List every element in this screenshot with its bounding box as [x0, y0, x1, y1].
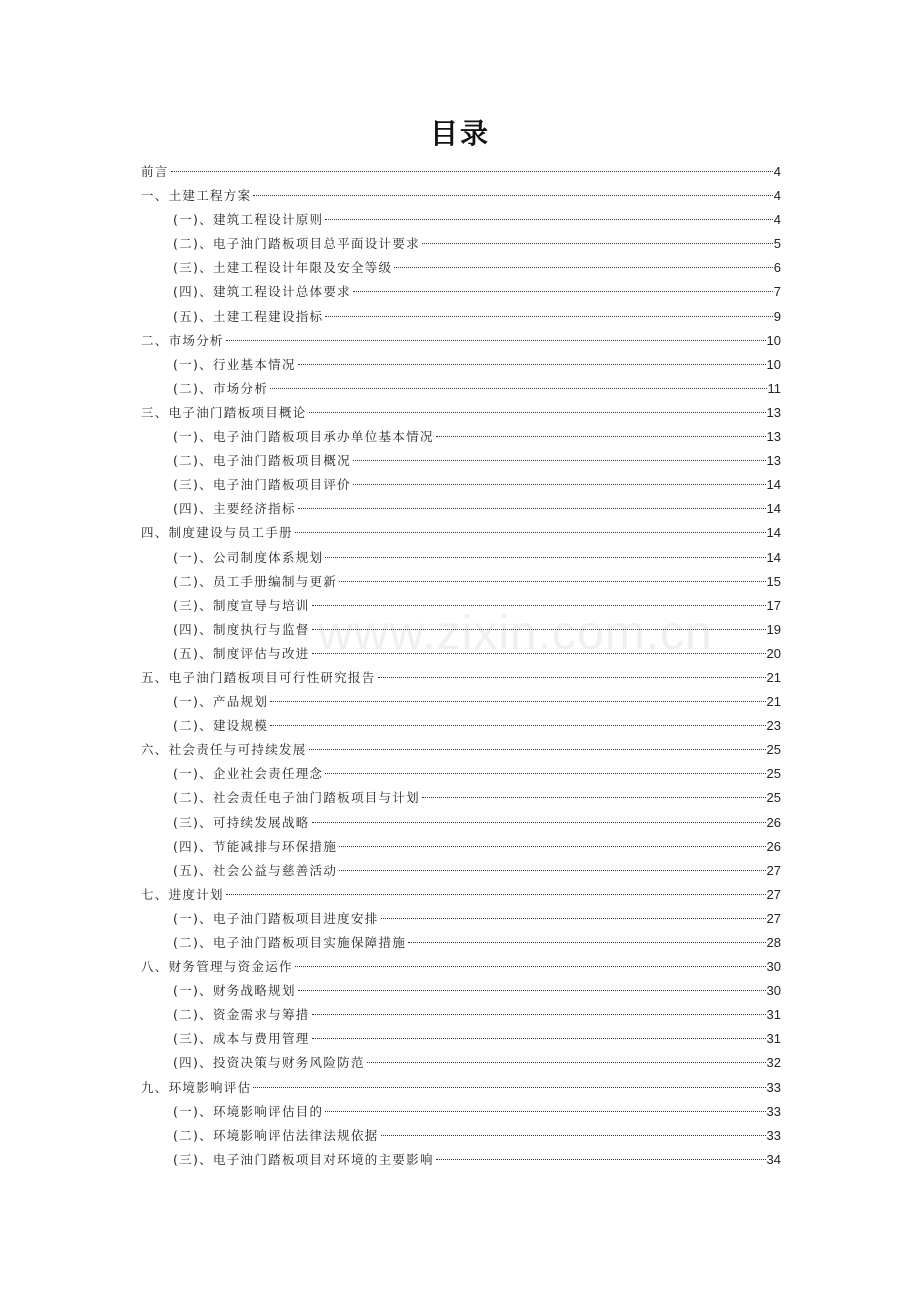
dot-leader [309, 749, 766, 750]
dot-leader [298, 364, 766, 365]
toc-subentry[interactable] [141, 714, 781, 738]
toc-page-number: 4 [773, 212, 781, 228]
toc-page-number: 27 [766, 862, 781, 878]
toc-page-number: 33 [766, 1079, 781, 1095]
toc-page-number: 27 [766, 886, 781, 902]
dot-leader [312, 629, 766, 630]
dot-leader [353, 291, 773, 292]
toc-page-number: 14 [766, 501, 781, 517]
toc-entry-label: (四)、建筑工程设计总体要求 [173, 284, 351, 300]
toc-subentry[interactable] [141, 931, 781, 955]
toc-entry-label: (二)、资金需求与筹措 [173, 1007, 310, 1023]
toc-subentry[interactable] [141, 618, 781, 642]
toc-entry[interactable] [141, 1076, 781, 1100]
toc-entry-label: (一)、企业社会责任理念 [173, 766, 324, 782]
toc-entry-label: (一)、电子油门踏板项目承办单位基本情况 [173, 429, 434, 445]
dot-leader [253, 195, 772, 196]
toc-subentry[interactable] [141, 256, 781, 280]
toc-entry-label: 六、社会责任与可持续发展 [141, 742, 307, 758]
toc-entry-label: (二)、电子油门踏板项目概况 [173, 453, 351, 469]
dot-leader [408, 942, 765, 943]
toc-entry-label: (三)、电子油门踏板项目对环境的主要影响 [173, 1151, 434, 1167]
dot-leader [422, 243, 773, 244]
dot-leader [325, 1111, 765, 1112]
toc-page-number: 7 [773, 284, 781, 300]
dot-leader [226, 340, 766, 341]
toc-page-number: 23 [766, 718, 781, 734]
dot-leader [298, 508, 766, 509]
toc-subentry[interactable] [141, 280, 781, 304]
dot-leader [381, 918, 766, 919]
toc-subentry[interactable] [141, 859, 781, 883]
toc-entry-label: (三)、制度宣导与培训 [173, 597, 310, 613]
toc-subentry[interactable] [141, 979, 781, 1003]
toc-entry[interactable] [141, 184, 781, 208]
toc-entry-label: (二)、环境影响评估法律法规依据 [173, 1127, 379, 1143]
toc-entry-label: 九、环境影响评估 [141, 1079, 252, 1095]
toc-page-number: 20 [766, 645, 781, 661]
toc-page-number: 31 [766, 1007, 781, 1023]
toc-entry-label: (一)、公司制度体系规划 [173, 549, 324, 565]
toc-subentry[interactable] [141, 1027, 781, 1051]
toc-entry-label: (五)、制度评估与改进 [173, 645, 310, 661]
toc-entry-label: (一)、电子油门踏板项目进度安排 [173, 910, 379, 926]
toc-subentry[interactable] [141, 1124, 781, 1148]
toc-entry[interactable] [141, 738, 781, 762]
toc-page-number: 26 [766, 838, 781, 854]
toc-subentry[interactable] [141, 305, 781, 329]
toc-subentry[interactable] [141, 449, 781, 473]
toc-page-number: 33 [766, 1127, 781, 1143]
toc-subentry[interactable] [141, 1148, 781, 1172]
toc-entry-label: (二)、电子油门踏板项目实施保障措施 [173, 935, 407, 950]
dot-leader [270, 388, 766, 389]
dot-leader [295, 966, 766, 967]
dot-leader [367, 1062, 766, 1063]
toc-page-number: 31 [766, 1031, 781, 1047]
dot-leader [171, 171, 773, 172]
toc-page-number: 30 [766, 983, 781, 999]
toc-page-number: 14 [766, 477, 781, 493]
dot-leader [339, 870, 765, 871]
toc-entry-label: (一)、建筑工程设计原则 [173, 212, 324, 228]
table-of-contents [141, 160, 781, 1172]
toc-subentry[interactable] [141, 1100, 781, 1124]
toc-entry[interactable] [141, 955, 781, 979]
toc-subentry[interactable] [141, 690, 781, 714]
toc-entry-label: 七、进度计划 [141, 886, 224, 902]
toc-entry-label: 八、财务管理与资金运作 [141, 959, 293, 975]
toc-subentry[interactable] [141, 811, 781, 835]
toc-subentry[interactable] [141, 546, 781, 570]
toc-entry[interactable] [141, 521, 781, 545]
toc-page-number: 30 [766, 959, 781, 975]
toc-entry[interactable] [141, 666, 781, 690]
dot-leader [436, 1159, 766, 1160]
toc-entry-label: 二、市场分析 [141, 332, 224, 348]
toc-page-number: 14 [766, 525, 781, 541]
toc-subentry[interactable] [141, 497, 781, 521]
toc-page-number: 10 [766, 332, 781, 348]
toc-entry-label: 五、电子油门踏板项目可行性研究报告 [141, 669, 376, 685]
toc-entry[interactable] [141, 883, 781, 907]
toc-page-number: 32 [766, 1055, 781, 1071]
toc-entry-label: (二)、市场分析 [173, 380, 269, 396]
dot-leader [325, 316, 772, 317]
toc-page-number: 13 [766, 404, 781, 420]
dot-leader [270, 701, 765, 702]
toc-entry-label: (四)、制度执行与监督 [173, 621, 310, 637]
toc-entry-label: (三)、可持续发展战略 [173, 814, 310, 830]
toc-page-number: 15 [766, 573, 781, 589]
toc-page-number: 21 [766, 694, 781, 710]
dot-leader [298, 990, 766, 991]
toc-entry-label: (二)、社会责任电子油门踏板项目与计划 [173, 790, 420, 806]
toc-subentry[interactable] [141, 473, 781, 497]
dot-leader [312, 1014, 766, 1015]
dot-leader [312, 822, 766, 823]
toc-entry-label: (四)、主要经济指标 [173, 501, 296, 517]
toc-entry[interactable] [141, 401, 781, 425]
toc-entry-label: (一)、产品规划 [173, 694, 269, 710]
dot-leader [436, 436, 766, 437]
toc-subentry[interactable] [141, 377, 781, 401]
toc-subentry[interactable] [141, 786, 781, 810]
dot-leader [309, 412, 766, 413]
toc-entry-label: 一、土建工程方案 [141, 188, 252, 204]
toc-subentry[interactable] [141, 232, 781, 256]
dot-leader [339, 581, 765, 582]
dot-leader [353, 484, 766, 485]
toc-entry[interactable] [141, 329, 781, 353]
dot-leader [339, 846, 765, 847]
page-title: 目录 [429, 117, 490, 150]
toc-entry-label: (二)、电子油门踏板项目总平面设计要求 [173, 236, 420, 252]
toc-entry-label: (三)、电子油门踏板项目评价 [173, 477, 351, 493]
toc-subentry[interactable] [141, 642, 781, 666]
toc-entry-label: (四)、节能减排与环保措施 [173, 838, 338, 854]
toc-entry-label: 前言 [141, 164, 169, 179]
dot-leader [312, 1038, 766, 1039]
toc-subentry[interactable] [141, 835, 781, 859]
toc-subentry[interactable] [141, 425, 781, 449]
toc-entry-label: (一)、财务战略规划 [173, 983, 296, 999]
dot-leader [325, 773, 765, 774]
toc-page-number: 25 [766, 742, 781, 758]
dot-leader [270, 725, 765, 726]
dot-leader [325, 219, 772, 220]
toc-entry-label: (五)、社会公益与慈善活动 [173, 862, 338, 878]
toc-entry-label: (一)、行业基本情况 [173, 356, 296, 372]
toc-entry-label: (五)、土建工程建设指标 [173, 308, 324, 324]
toc-page-number: 33 [766, 1103, 781, 1119]
dot-leader [226, 894, 766, 895]
dot-leader [312, 653, 766, 654]
toc-page-number: 4 [773, 164, 781, 179]
dot-leader [325, 557, 765, 558]
toc-page-number: 13 [766, 453, 781, 469]
toc-entry[interactable] [141, 160, 781, 184]
toc-page-number: 9 [773, 308, 781, 324]
toc-page-number: 13 [766, 429, 781, 445]
toc-entry-label: 四、制度建设与员工手册 [141, 525, 293, 541]
toc-page-number: 28 [766, 935, 781, 950]
toc-page-number: 17 [766, 597, 781, 613]
toc-page-number: 25 [766, 790, 781, 806]
toc-entry-label: (二)、员工手册编制与更新 [173, 573, 338, 589]
watermark: www.zixin.com.cn [318, 607, 713, 660]
toc-page-number: 19 [766, 621, 781, 637]
toc-page-number: 34 [766, 1151, 781, 1167]
toc-page-number: 21 [766, 669, 781, 685]
toc-page-number: 25 [766, 766, 781, 782]
toc-entry-label: (三)、成本与费用管理 [173, 1031, 310, 1047]
dot-leader [422, 797, 766, 798]
toc-page-number: 26 [766, 814, 781, 830]
toc-page-number: 11 [767, 380, 781, 396]
toc-entry-label: (三)、土建工程设计年限及安全等级 [173, 260, 393, 276]
dot-leader [312, 605, 766, 606]
toc-subentry[interactable] [141, 570, 781, 594]
toc-entry-label: (二)、建设规模 [173, 718, 269, 734]
toc-subentry[interactable] [141, 353, 781, 377]
dot-leader [295, 532, 766, 533]
toc-page-number: 27 [766, 910, 781, 926]
toc-page-number: 10 [766, 356, 781, 372]
toc-entry-label: (四)、投资决策与财务风险防范 [173, 1055, 365, 1071]
toc-subentry[interactable] [141, 208, 781, 232]
toc-page-number: 6 [773, 260, 781, 276]
dot-leader [353, 460, 766, 461]
dot-leader [381, 1135, 766, 1136]
toc-page-number: 14 [766, 549, 781, 565]
toc-subentry[interactable] [141, 762, 781, 786]
dot-leader [378, 677, 766, 678]
toc-subentry[interactable] [141, 1051, 781, 1075]
toc-page-number: 4 [773, 188, 781, 204]
toc-subentry[interactable] [141, 594, 781, 618]
toc-subentry[interactable] [141, 907, 781, 931]
toc-subentry[interactable] [141, 1003, 781, 1027]
dot-leader [253, 1087, 765, 1088]
toc-page-number: 5 [773, 236, 781, 252]
toc-entry-label: (一)、环境影响评估目的 [173, 1103, 324, 1119]
toc-entry-label: 三、电子油门踏板项目概论 [141, 404, 307, 420]
dot-leader [394, 267, 772, 268]
